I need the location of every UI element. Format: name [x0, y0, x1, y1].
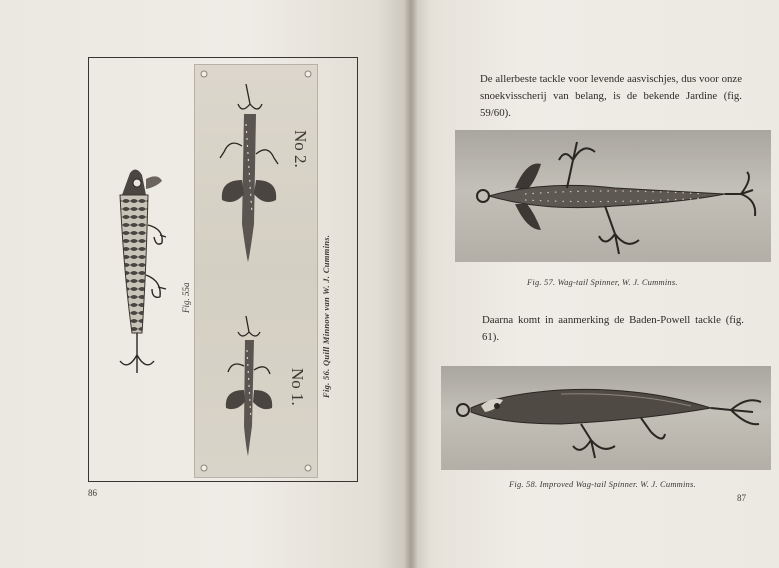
- wag-tail-spinner-illustration: [455, 130, 771, 262]
- fig56-caption: Fig. 56. Quill Minnow van W. J. Cummins.: [321, 234, 331, 398]
- fig57-caption: Fig. 57. Wag-tail Spinner, W. J. Cummins.: [527, 277, 678, 287]
- page-number-left: 86: [88, 488, 97, 498]
- intro-paragraph: De allerbeste tackle voor levende aasvischjes, dus voor onze snoekvisscherij van belang, is de bekende Jardine (fig. 59/60).: [480, 73, 742, 119]
- book-gutter: [404, 0, 418, 568]
- quill-minnows-illustration: [194, 64, 318, 478]
- fig58-caption: Fig. 58. Improved Wag-tail Spinner. W. J. Cummins.: [509, 479, 696, 489]
- improved-wag-tail-spinner-illustration: [441, 366, 771, 470]
- fig55a-lure-illustration: [106, 165, 178, 380]
- fig58-photo: [441, 366, 771, 470]
- no1-label: No 1.: [288, 368, 307, 406]
- fig55a-label: Fig. 55a: [181, 282, 191, 313]
- baden-powell-paragraph: Daarna komt in aanmerking de Baden-Powell tackle (fig. 61).: [482, 314, 744, 343]
- page-number-right: 87: [737, 493, 746, 503]
- fig57-photo: [455, 130, 771, 262]
- no2-label: No 2.: [291, 130, 310, 168]
